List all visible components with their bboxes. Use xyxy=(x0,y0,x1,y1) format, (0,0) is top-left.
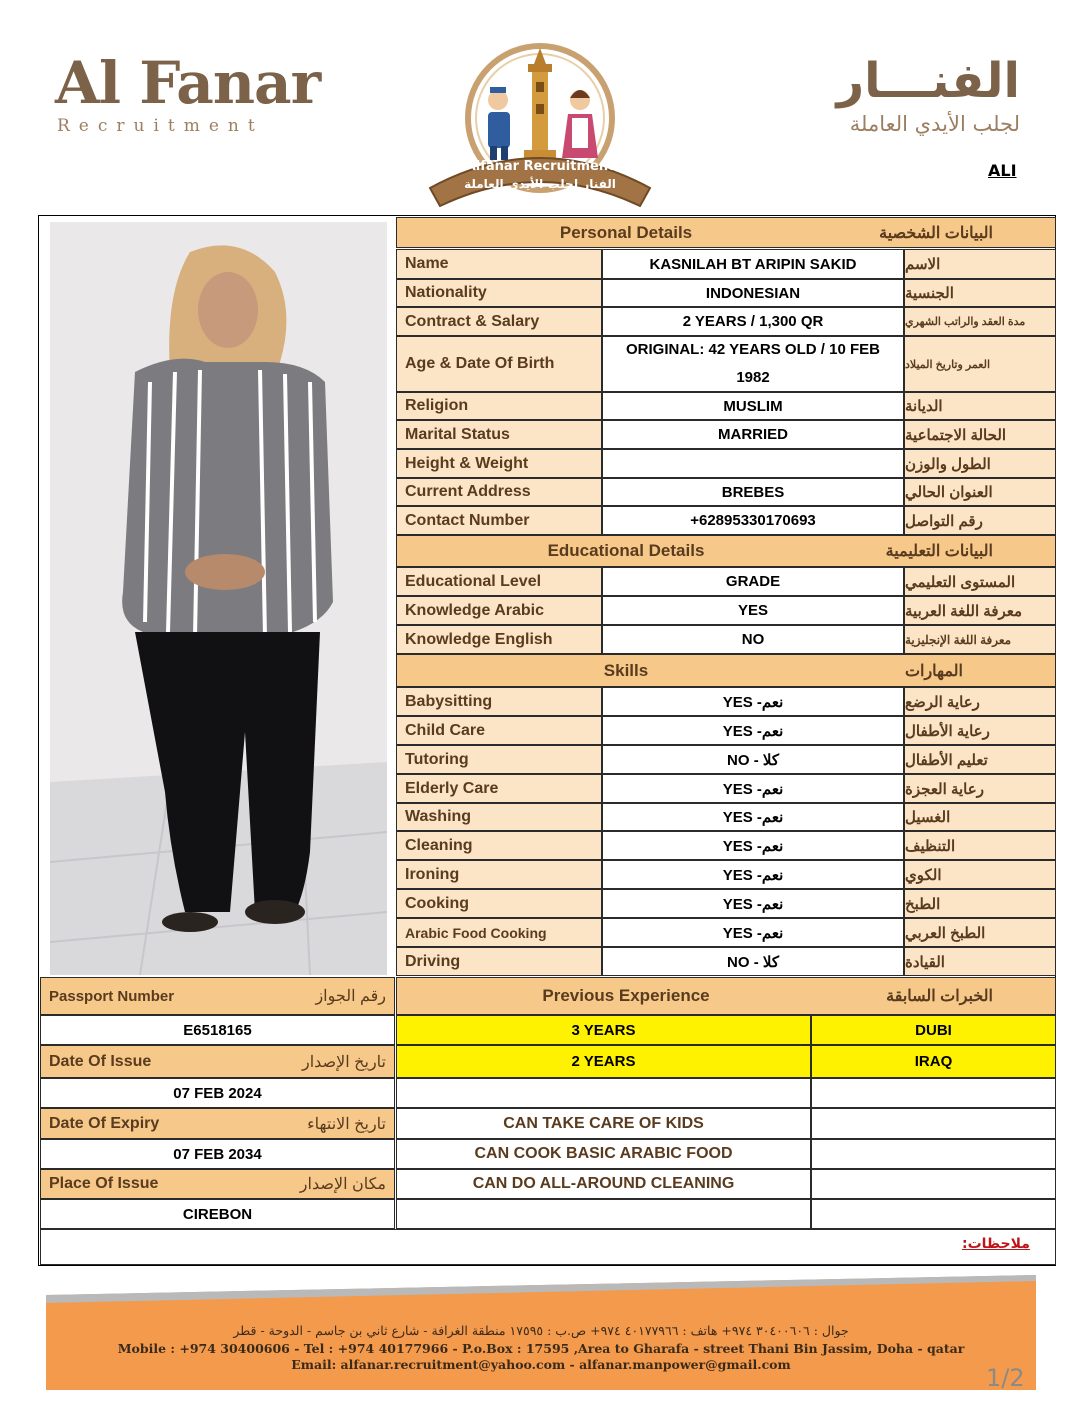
skill-label: Washing xyxy=(396,803,602,831)
expiry-date-label xyxy=(40,1108,395,1139)
row-label: Contract & Salary xyxy=(396,307,602,336)
passport-number-label-ar: رقم الجواز xyxy=(315,988,386,1005)
passport-number-label-en: Passport Number xyxy=(49,987,175,1005)
skill-label: Arabic Food Cooking xyxy=(396,918,602,947)
skills-header xyxy=(396,654,1056,687)
skill-label: Cooking xyxy=(396,889,602,918)
skill-value: YES -نعم xyxy=(602,716,904,745)
education-header xyxy=(396,535,1056,567)
place-issue-label-en: Place Of Issue xyxy=(49,1175,159,1192)
expiry-date-label-ar: تاريخ الانتهاء xyxy=(307,1115,386,1133)
experience-empty-cell xyxy=(811,1078,1056,1108)
experience-note: CAN DO ALL-AROUND CLEANING xyxy=(396,1169,811,1199)
footer-email: Email: alfanar.recruitment@yahoo.com - alfanar.manpower@gmail.com xyxy=(291,1357,791,1372)
place-issue-value: CIREBON xyxy=(40,1199,395,1229)
row-label: Religion xyxy=(396,392,602,420)
row-label: Current Address xyxy=(396,478,602,506)
row-label-ar: المستوى التعليمي xyxy=(904,567,1056,596)
row-label: Educational Level xyxy=(396,567,602,596)
logo-arabic xyxy=(760,52,1020,136)
row-label: Nationality xyxy=(396,279,602,307)
row-label: Age & Date Of Birth xyxy=(396,336,602,392)
remarks-label: ملاحظات: xyxy=(962,1236,1030,1252)
english-value: NO xyxy=(602,625,904,654)
logo-ar-main: الفنـــار xyxy=(836,53,1020,109)
passport-number-label xyxy=(40,977,395,1015)
issue-date-label-en: Date Of Issue xyxy=(49,1052,152,1070)
skill-label-ar: الغسيل xyxy=(904,803,1056,831)
personal-title-en: Personal Details xyxy=(559,222,693,242)
skill-value: YES -نعم xyxy=(602,918,904,947)
logo-ar-sub: لجلب الأيدي العاملة xyxy=(849,112,1020,136)
row-label: Contact Number xyxy=(396,506,602,535)
footer-contact-ar: جوال : ٣٠٤٠٠٦٠٦ ٩٧٤+ هاتف : ٤٠١٧٧٩٦٦ ٩٧٤+ ص.ب : ١٧٥٩٥ منطقة الغرافة - شارع ثاني بن جاسم - الدوحة - قطر xyxy=(233,1323,849,1338)
skill-label-ar: الطبخ xyxy=(904,889,1056,918)
skill-label: Babysitting xyxy=(396,687,602,716)
age-dob-value: ORIGINAL: 42 YEARS OLD / 10 FEB 1982 xyxy=(602,336,904,392)
row-label: Height & Weight xyxy=(396,449,602,478)
place-issue-label xyxy=(40,1169,395,1199)
contact-value: +62895330170693 xyxy=(602,506,904,535)
experience-title-en: Previous Experience xyxy=(542,986,710,1005)
skill-label-ar: رعاية العجزة xyxy=(904,774,1056,803)
logo-en-main: Al Fanar xyxy=(55,49,321,117)
skill-value: YES -نعم xyxy=(602,774,904,803)
experience-empty-cell xyxy=(811,1139,1056,1169)
logo-english xyxy=(55,49,325,136)
arabic-value: YES xyxy=(602,596,904,625)
skill-value: NO - كلا xyxy=(602,947,904,976)
experience-empty-cell xyxy=(811,1169,1056,1199)
skill-label-ar: القيادة xyxy=(904,947,1056,976)
skill-label-ar: رعاية الرضع xyxy=(904,687,1056,716)
contract-value: 2 YEARS / 1,300 QR xyxy=(602,307,904,336)
skill-label: Elderly Care xyxy=(396,774,602,803)
row-label-ar: الطول والوزن xyxy=(904,449,1056,478)
issue-date-value: 07 FEB 2024 xyxy=(40,1078,395,1108)
skill-value: YES -نعم xyxy=(602,831,904,860)
emblem-text-ar: الفنار لجلب الأيدي العاملة xyxy=(464,177,616,191)
remarks-row xyxy=(40,1229,1056,1265)
experience-header xyxy=(396,977,1056,1015)
experience-empty-cell xyxy=(811,1108,1056,1139)
emblem-text-en: Alfanar Recruitment xyxy=(465,159,615,174)
row-label: Knowledge Arabic xyxy=(396,596,602,625)
skill-label-ar: رعاية الأطفال xyxy=(904,716,1056,745)
row-label: Name xyxy=(396,249,602,279)
experience-duration: 3 YEARS xyxy=(396,1015,811,1045)
row-label-ar: رقم التواصل xyxy=(904,506,1056,535)
logo-en-sub: Recruitment xyxy=(57,116,264,136)
candidate-photo xyxy=(50,222,387,975)
experience-empty-cell xyxy=(396,1078,811,1108)
row-label-ar: الجنسية xyxy=(904,279,1056,307)
skill-value: YES -نعم xyxy=(602,860,904,889)
skills-title-en: Skills xyxy=(603,660,649,680)
experience-note: CAN TAKE CARE OF KIDS xyxy=(396,1108,811,1139)
skill-value: YES -نعم xyxy=(602,803,904,831)
row-label: Knowledge English xyxy=(396,625,602,654)
expiry-date-value: 07 FEB 2034 xyxy=(40,1139,395,1169)
experience-note: CAN COOK BASIC ARABIC FOOD xyxy=(396,1139,811,1169)
height-weight-value xyxy=(602,449,904,478)
issue-date-label-ar: تاريخ الإصدار xyxy=(301,1053,386,1071)
experience-country: IRAQ xyxy=(811,1045,1056,1078)
row-label-ar: مدة العقد والراتب الشهري xyxy=(904,307,1056,336)
address-value: BREBES xyxy=(602,478,904,506)
skill-label: Ironing xyxy=(396,860,602,889)
skill-value: YES -نعم xyxy=(602,889,904,918)
skill-label-ar: الكوي xyxy=(904,860,1056,889)
row-label-ar: معرفة اللغة الإنجليزية xyxy=(904,625,1056,654)
place-issue-label-ar: مكان الإصدار xyxy=(299,1176,386,1193)
religion-value: MUSLIM xyxy=(602,392,904,420)
skill-label-ar: التنظيف xyxy=(904,831,1056,860)
personal-details-header xyxy=(396,217,1056,248)
row-label-ar: الحالة الاجتماعية xyxy=(904,420,1056,449)
experience-title-ar: الخبرات السابقة xyxy=(886,988,993,1005)
marital-value: MARRIED xyxy=(602,420,904,449)
experience-empty-cell xyxy=(396,1199,811,1229)
skill-value: NO - كلا xyxy=(602,745,904,774)
education-title-en: Educational Details xyxy=(547,541,705,560)
skill-label-ar: تعليم الأطفال xyxy=(904,745,1056,774)
education-title-ar: البيانات التعليمية xyxy=(885,543,993,560)
personal-title-ar: البيانات الشخصية xyxy=(879,224,993,242)
row-label-ar: معرفة اللغة العربية xyxy=(904,596,1056,625)
skill-label-ar: الطبخ العربي xyxy=(904,918,1056,947)
expiry-date-label-en: Date Of Expiry xyxy=(49,1114,160,1132)
experience-country: DUBI xyxy=(811,1015,1056,1045)
skill-value: YES -نعم xyxy=(602,687,904,716)
row-label-ar: الديانة xyxy=(904,392,1056,420)
experience-duration: 2 YEARS xyxy=(396,1045,811,1078)
experience-empty-cell xyxy=(811,1199,1056,1229)
row-label-ar: الاسم xyxy=(904,249,1056,279)
footer-band xyxy=(46,1275,1036,1390)
skill-label: Cleaning xyxy=(396,831,602,860)
passport-number-value: E6518165 xyxy=(40,1015,395,1045)
page-number: 1/2 xyxy=(986,1364,1025,1392)
row-label-ar: العنوان الحالي xyxy=(904,478,1056,506)
company-emblem xyxy=(420,38,660,213)
footer-contact-en: Mobile : +974 30400606 - Tel : +974 40177966 - P.o.Box : 17595 ,Area to Gharafa - street Thani Bin Jassim, Doha - qatar xyxy=(117,1341,965,1356)
skill-label: Tutoring xyxy=(396,745,602,774)
name-value: KASNILAH BT ARIPIN SAKID xyxy=(602,249,904,279)
agent-name: ALI xyxy=(988,161,1017,180)
skills-title-ar: المهارات xyxy=(904,662,963,680)
skill-label: Driving xyxy=(396,947,602,976)
row-label-ar: العمر وتاريخ الميلاد xyxy=(904,336,1056,392)
skill-label: Child Care xyxy=(396,716,602,745)
education-level-value: GRADE xyxy=(602,567,904,596)
issue-date-label xyxy=(40,1045,395,1078)
row-label: Marital Status xyxy=(396,420,602,449)
nationality-value: INDONESIAN xyxy=(602,279,904,307)
